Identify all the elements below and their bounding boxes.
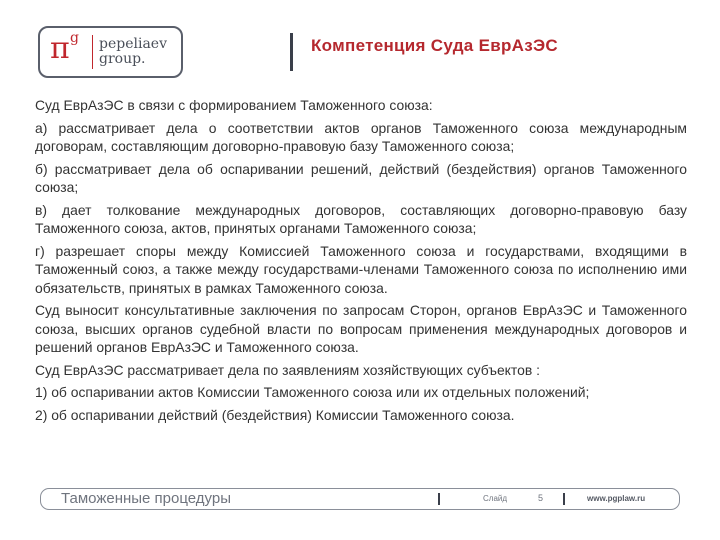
- footer-url-link[interactable]: www.pgplaw.ru: [587, 494, 646, 503]
- paragraph-item-g: г) разрешает споры между Комиссией Таможенного союза и государствами, входящими в Таможенный союз, а также между государствами-членами Таможенного союза по исполнению ими обязательств, принятых в рамках Таможенного союза.: [35, 242, 687, 296]
- footer-divider: [438, 493, 440, 505]
- paragraph-item-v: в) дает толкование международных договоров, составляющих договорно-правовую базу Таможенного союза, актов, принятых органами Таможенного союза;: [35, 201, 687, 236]
- slide-title: Компетенция Суда ЕврАзЭС: [311, 36, 558, 55]
- logo-pi-symbol: π: [50, 31, 70, 66]
- logo-divider: [92, 35, 93, 69]
- slide-label: Слайд: [483, 494, 508, 503]
- paragraph-claim-1: 1) об оспаривании актов Комиссии Таможенного союза или их отдельных положений;: [35, 384, 590, 400]
- logo-wordmark: [99, 37, 167, 67]
- logo-line-2: group.: [99, 51, 146, 67]
- slide-number: 5: [538, 493, 544, 503]
- paragraph-advisory: Суд выносит консультативные заключения по запросам Сторон, органов ЕврАзЭС и Таможенного союза, высших органов судебной власти по вопросам применения международных договоров и решений органов ЕврАзЭС и Таможенного союза.: [35, 302, 687, 355]
- slide-body: [35, 96, 687, 428]
- paragraph-claim-2: 2) об оспаривании действий (бездействия) Комиссии Таможенного союза.: [35, 406, 515, 423]
- paragraph-item-a: а) рассматривает дела о соответствии актов органов Таможенного союза международным договорам, составляющим договорно-правовую базу Таможенного союза;: [35, 119, 687, 154]
- logo-line-1: pepeliaev: [99, 36, 167, 52]
- footer-divider-2: [563, 493, 565, 505]
- pi-logo-icon: [50, 28, 84, 76]
- logo-superscript: g: [70, 30, 79, 46]
- pepeliaev-group-logo: [38, 26, 183, 78]
- footer-title: Таможенные процедуры: [61, 490, 232, 507]
- slide-footer: [40, 488, 680, 510]
- paragraph-business-claims: Суд ЕврАзЭС рассматривает дела по заявлениям хозяйствующих субъектов :: [35, 361, 540, 378]
- header-divider: [290, 33, 293, 71]
- paragraph-item-b: б) рассматривает дела об оспаривании решений, действий (бездействия) органов Таможенного союза;: [35, 160, 687, 195]
- paragraph-intro: Суд ЕврАзЭС в связи с формированием Таможенного союза:: [35, 97, 433, 113]
